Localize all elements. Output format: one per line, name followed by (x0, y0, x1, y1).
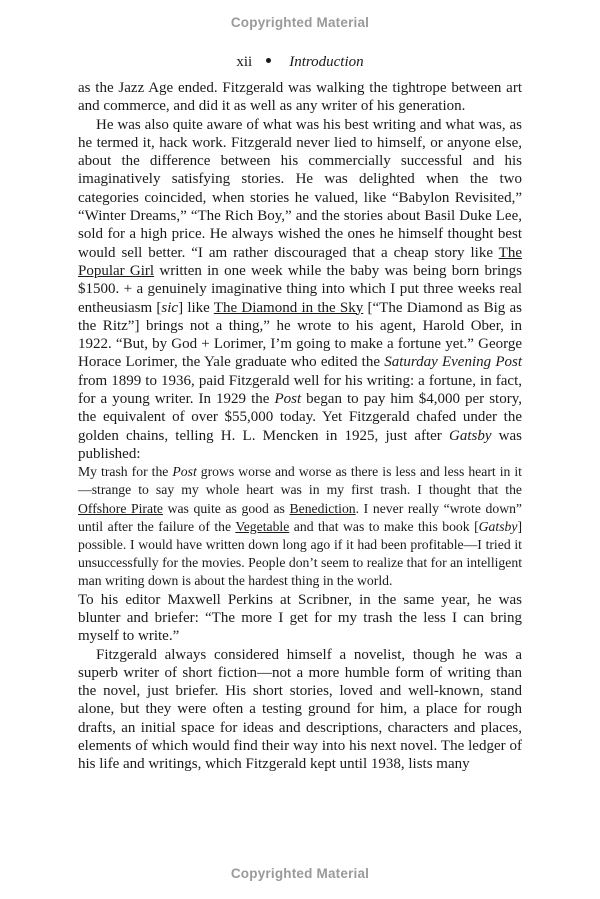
text-run: My trash for the (78, 464, 173, 480)
paragraph-2 (78, 116, 522, 464)
paragraph-4: Fitzgerald always considered himself a novelist, though he was a superb writer of short fiction—not a more humble form of writing than the novel, just briefer. His short stories, loved and well-known, stand alone, but they were often a testing ground for him, a place for rough drafts, an initial space for ideas and descriptions, characters and places, elements of which would find their way into his next novel. The ledger of his life and writings, which Fitzgerald kept until 1938, lists many (78, 646, 522, 773)
watermark-bottom: Copyrighted Material (230, 866, 370, 881)
italic-text: Post (274, 391, 302, 408)
italic-text: Gatsby (478, 518, 518, 534)
text-run: written in one week while the baby was being born brings $1500. + a genuinely imaginative thing into which I put three weeks real entheusiasm [ (78, 262, 523, 316)
underlined-title: The Popular Girl (78, 244, 522, 279)
text-run: ] possible. I would have written down long ago if it had been profitable—I tried it unsuccessfully for the movies. People don’t seem to realize that for an intelligent man writing down is about the hardest thing in the world. (78, 518, 522, 589)
italic-text: Post (172, 464, 197, 480)
text-run: He was also quite aware of what was his best writing and what was, as he termed it, hack work. Fitzgerald never lied to himself, or anyone else, about the difference between his commercially successful and his imaginatively satisfying stories. He was delighted when the two categories coincided, when stories he valued, like “Babylon Revisited,” “Winter Dreams,” “The Rich Boy,” and the stories about Basil Duke Lee, sold for a high price. He always wished the ones he himself thought best would sell better. “I am rather discouraged that a cheap story like (78, 116, 522, 261)
text-run: from 1899 to 1936, paid Fitzgerald well for his writing: a fortune, in fact, for a young writer. In 1929 the (78, 372, 522, 408)
underlined-title: Offshore Pirate (78, 500, 163, 516)
italic-text: Gatsby (448, 427, 492, 444)
block-quote (78, 463, 522, 590)
paragraph-1: as the Jazz Age ended. Fitzgerald was walking the tightrope between art and commerce, and did it as well as any writer of his generation. (78, 80, 522, 115)
text-run: was published: (78, 427, 523, 462)
underlined-title: Vegetable (235, 518, 290, 534)
watermark-top: Copyrighted Material (230, 15, 370, 30)
text-run: [“The Diamond as Big as the Ritz”] brings not a thing,” he wrote to his agent, Harold Ober, in 1922. “But, by God + Lorimer, I’m going to make a fortune yet.” George Horace Lorimer, the Yale graduate who edited the (78, 299, 522, 371)
section-title: Introduction (289, 54, 364, 70)
bullet-separator-icon (266, 58, 271, 63)
italic-text: sic (161, 299, 179, 316)
text-run: was quite as good as (162, 500, 290, 516)
italic-text: Saturday Evening Post (384, 354, 522, 371)
text-run: began to pay him $4,000 per story, the equivalent of over $55,000 today. Yet Fitzgerald chafed under the golden chains, telling H. L. Mencken in 1925, just after (78, 391, 522, 444)
text-run: and that was to make this book [ (289, 518, 479, 534)
page-body (78, 79, 522, 774)
underlined-title: Benediction (289, 500, 356, 516)
text-run: grows worse and worse as there is less and less heart in it—strange to say my whole heart was in my first trash. I thought that the (78, 464, 522, 498)
page-number: xii (236, 54, 253, 70)
text-run: . I never really “wrote down” until after the failure of the (78, 500, 522, 534)
paragraph-3: To his editor Maxwell Perkins at Scribner, in the same year, he was blunter and briefer: “The more I get for my trash the less I can bring myself to write.” (78, 591, 522, 645)
underlined-title: The Diamond in the Sky (213, 299, 364, 316)
running-head (0, 54, 600, 71)
text-run: ] like (178, 299, 214, 316)
